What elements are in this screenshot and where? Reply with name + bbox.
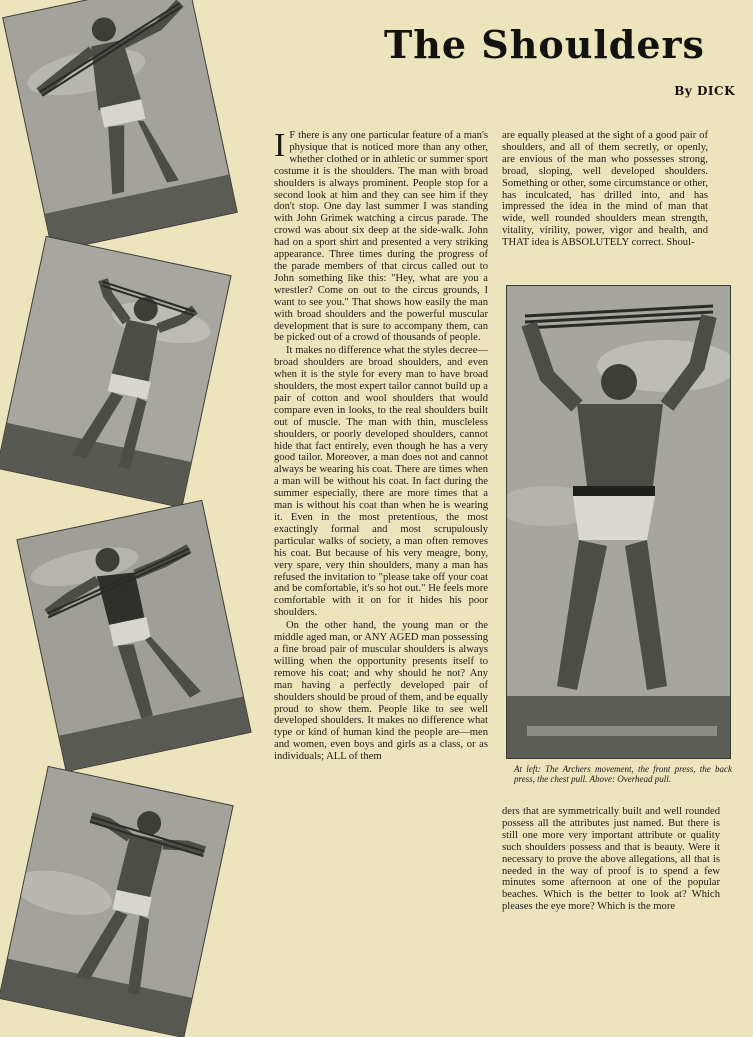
byline: By DICK (674, 84, 735, 98)
figure-illustration (0, 237, 230, 507)
article-paragraph: It makes no difference what the styles decree—broad shoulders are broad shoulders, and even when it is the style for every man to have broad shoulders, the most expert tailor cannot build up a pair of cotton and wool shoulders that would compare even in looks, to the real shoulders built out of muscle. The man with thin, muscleless shoulders, or poorly developed shoulders, cannot hide that fact entirely, even though he has a very good tailor. Moreover, a man does not and cannot always be wearing his coat. There are times when a man will be without his coat. In fact during the summer especially, there are more times that a man is without his coat than when he is wearing it. Even in the most pretentious, the most exactingly formal and most scrupulously particular walks of society, a man often removes his coat. But because of his very meagre, bony, very spare, very thin shoulders, many a man has refused the invitation to "please take off your coat and be comfortable, it's so hot out." He feels more comfortable with it on for it hides his poor shoulders. (274, 345, 488, 619)
article-paragraph (274, 127, 488, 344)
drop-cap: I (274, 127, 286, 164)
photo-front-press (0, 237, 230, 507)
page-title: The Shoulders (384, 22, 705, 67)
figure-illustration (3, 0, 236, 251)
article-column-1 (274, 127, 488, 763)
figure-illustration (507, 286, 730, 758)
article-column-2-bottom (502, 806, 720, 913)
article-paragraph: are equally pleased at the sight of a good pair of shoulders, and all of them secretly, or openly, are envious of the man who possesses strong, broad, sloping, well developed shoulders. Something or other, some circumstance or other, has inculcated, has drilled into, and has impressed the idea in the mind of man that wide, well rounded shoulders mean strength, vitality, virility, power, vigor and health, and THAT idea is ABSOLUTELY correct. Shoul- (502, 130, 708, 249)
article-paragraph: ders that are symmetrically built and well rounded possess all the attributes just named. But there is still one more very important attribute or quality such shoulders possess and that is beauty. Were it necessary to prove the above allegations, all that is needed in the way of proof is to spend a few minutes some afternoon at one of the popular beaches. Which is the better to look at? Which pleases the eye more? Which is the more (502, 806, 720, 913)
photo-back-press (18, 501, 251, 771)
figure-illustration (0, 767, 232, 1037)
figure-illustration (18, 501, 251, 771)
article-column-2-top (502, 130, 708, 249)
article-paragraph: On the other hand, the young man or the middle aged man, or ANY AGED man possessing a fine broad pair of muscular shoulders is always willing when the opportunity presents itself to remove his coat; and why should he not? Any man having a perfectly developed pair of shoulders should be proud of them, and be equally proud to show them. People like to see well developed shoulders. It makes no difference what type or kind of human kind the people are—men and women, even boys and girls as a class, or as individuals; ALL of them (274, 620, 488, 763)
photo-chest-pull (0, 767, 232, 1037)
photo-overhead-pull (507, 286, 730, 758)
photo-caption: At left: The Archers movement, the front press, the back press, the chest pull. Above: Overhead pull. (514, 764, 732, 784)
paragraph-text: F there is any one particular feature of a man's physique that is noticed more than any other, whether clothed or in athletic or summer sport costume it is the shoulders. The man with broad shoulders is always prominent. People stop for a second look at him and they can see him if they don't stop. One day last summer I was standing with John Grimek watching a circus parade. The crowd was about six deep at the side-walk. John had on a sport shirt and presented a very striking appearance. Three times during the progress of the parade members of that circus called out to John something like this: "Hey, what are you a wrestler? Come on out to the circus grounds, I want to see you." That shows how easily the man with broad shoulders and the powerful muscular development that is sure to accompany them, can be picked out of a crowd of thousands of people. (274, 130, 488, 344)
photo-archers-movement (3, 0, 236, 251)
